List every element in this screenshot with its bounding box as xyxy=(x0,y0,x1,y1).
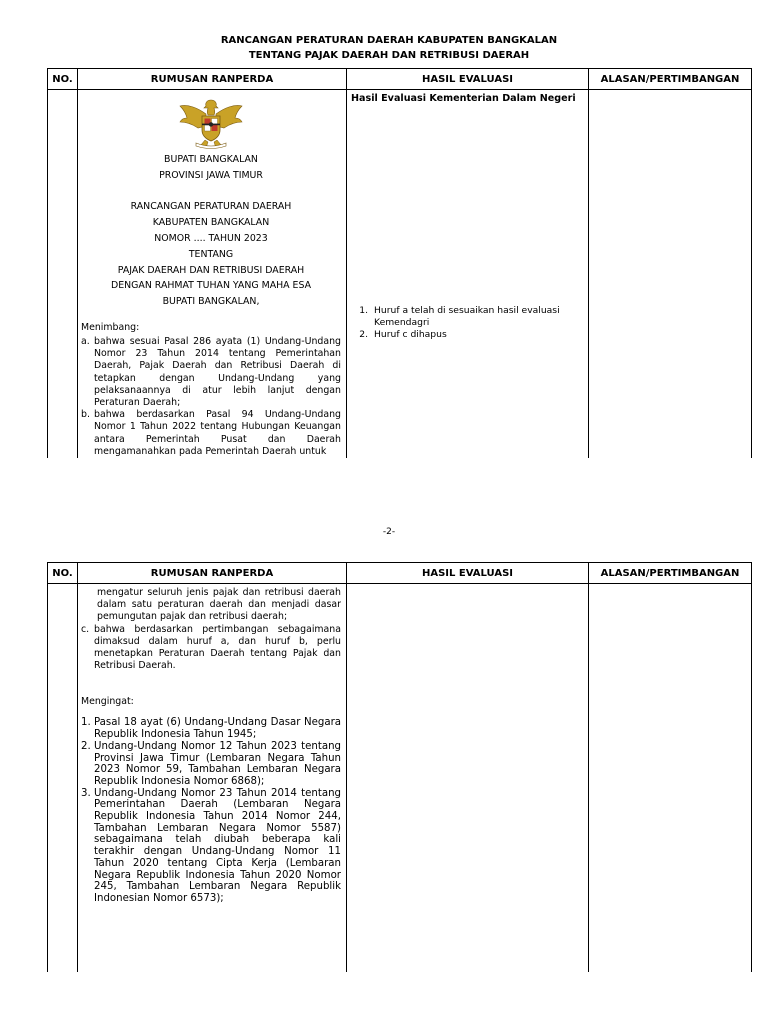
cell-no xyxy=(48,584,78,973)
list-text: Huruf a telah di sesuaikan hasil evaluasi Kemendagri xyxy=(374,305,560,328)
document-title-line2: TENTANG PAJAK DAERAH DAN RETRIBUSI DAERAH xyxy=(248,50,530,61)
list-marker: 1. xyxy=(81,717,91,729)
header-rumusan: RUMUSAN RANPERDA xyxy=(78,69,347,90)
garuda-emblem-icon xyxy=(178,96,244,150)
list-item xyxy=(81,624,341,673)
list-item xyxy=(347,329,582,341)
list-text: Undang-Undang Nomor 12 Tahun 2023 tentang Provinsi Jawa Timur (Lembaran Negara Tahun 2023 Nomor 59, Tambahan Lembaran Negara Republik Indonesia Nomor 6868); xyxy=(94,740,341,787)
list-item xyxy=(81,788,341,905)
header-no: NO. xyxy=(48,69,78,90)
evaluation-heading: Hasil Evaluasi Kementerian Dalam Negeri xyxy=(351,93,576,104)
list-marker: 3. xyxy=(81,787,91,799)
evaluation-table-page2 xyxy=(47,562,752,972)
table-row xyxy=(48,90,752,459)
heading-line: KABUPATEN BANGKALAN xyxy=(152,217,270,229)
heading-line: BUPATI BANGKALAN, xyxy=(162,296,260,308)
header-hasil: HASIL EVALUASI xyxy=(347,69,589,90)
list-text: Undang-Undang Nomor 23 Tahun 2014 tentang Pemerintahan Daerah (Lembaran Negara Republik Indonesia Tahun 2014 Nomor 244, Tambahan Lembaran Negara Nomor 5587) sebagaimana telah diubah beberapa kali terakhir dengan Undang-Undang Nomor 11 Tahun 2020 tentang Cipta Kerja (Lembaran Negara Republik Indonesia Tahun 2020 Nomor 245, Tambahan Lembaran Negara Republik Indonesian Nomor 6573); xyxy=(94,787,341,904)
heading-spacer xyxy=(81,184,341,200)
table-header-row xyxy=(48,69,752,90)
table-header-row xyxy=(48,563,752,584)
table-row xyxy=(48,584,752,973)
cell-rumusan xyxy=(78,90,347,459)
list-marker: b. xyxy=(81,409,90,421)
list-item xyxy=(81,741,341,788)
heading-line: PROVINSI JAWA TIMUR xyxy=(159,169,263,181)
heading-line: DENGAN RAHMAT TUHAN YANG MAHA ESA xyxy=(110,280,312,292)
cell-no xyxy=(48,90,78,459)
list-text: Huruf c dihapus xyxy=(374,329,447,340)
list-item xyxy=(81,409,341,458)
heading-line: BUPATI BANGKALAN xyxy=(164,154,258,165)
mengingat-label: Mengingat: xyxy=(81,696,134,708)
heading-line: RANCANGAN PERATURAN DAERAH xyxy=(130,201,292,213)
cell-alasan xyxy=(589,584,752,973)
list-item xyxy=(81,336,341,409)
evaluation-table-page1 xyxy=(47,68,752,458)
list-marker: 1. xyxy=(359,305,368,316)
document-title-line1: RANCANGAN PERATURAN DAERAH KABUPATEN BANGKALAN xyxy=(220,35,558,46)
list-text: bahwa berdasarkan pertimbangan sebagaimana dimaksud dalam huruf a, dan huruf b, perlu menetapkan Peraturan Daerah tentang Pajak dan Retribusi Daerah. xyxy=(94,623,341,672)
heading-line: TENTANG xyxy=(188,248,234,260)
list-text: Pasal 18 ayat (6) Undang-Undang Dasar Negara Republik Indonesia Tahun 1945; xyxy=(94,717,341,741)
menimbang-label: Menimbang: xyxy=(81,321,140,333)
header-rumusan: RUMUSAN RANPERDA xyxy=(78,563,347,584)
cell-hasil xyxy=(347,584,589,973)
cell-rumusan xyxy=(78,584,347,973)
list-marker: a. xyxy=(81,335,90,347)
heading-line: NOMOR .... TAHUN 2023 xyxy=(154,232,268,244)
page-number: -2- xyxy=(382,527,396,537)
header-hasil: HASIL EVALUASI xyxy=(347,563,589,584)
list-marker: c. xyxy=(81,623,90,635)
list-item xyxy=(347,305,582,329)
cell-hasil xyxy=(347,90,589,459)
header-alasan: ALASAN/PERTIMBANGAN xyxy=(589,563,752,584)
menimbang-list xyxy=(81,624,341,673)
menimbang-continuation: mengatur seluruh jenis pajak dan retribusi daerah dalam satu peraturan daerah dan menjadi dasar pemungutan pajak dan retribusi daerah; xyxy=(97,587,341,623)
list-item xyxy=(81,717,341,740)
list-marker: 2. xyxy=(81,740,91,752)
heading-line: PAJAK DAERAH DAN RETRIBUSI DAERAH xyxy=(117,264,305,276)
header-no: NO. xyxy=(48,563,78,584)
menimbang-list xyxy=(81,336,341,458)
evaluation-list xyxy=(347,305,588,341)
list-text: bahwa berdasarkan Pasal 94 Undang-Undang Nomor 1 Tahun 2022 tentang Hubungan Keuangan antara Pemerintah Pusat dan Daerah mengamanahkan pada Pemerintah Daerah untuk xyxy=(94,409,341,457)
regulation-heading xyxy=(81,152,341,310)
mengingat-list xyxy=(81,717,341,904)
header-alasan: ALASAN/PERTIMBANGAN xyxy=(589,69,752,90)
list-marker: 2. xyxy=(359,329,368,340)
cell-alasan xyxy=(589,90,752,459)
list-text: bahwa sesuai Pasal 286 ayata (1) Undang-Undang Nomor 23 Tahun 2014 tentang Pemerintahan Daerah, Pajak Daerah dan Retribusi Daerah di tetapkan dengan Undang-Undang yang pelaksanaannya di atur lebih lanjut dengan Peraturan Daerah; xyxy=(94,335,341,408)
